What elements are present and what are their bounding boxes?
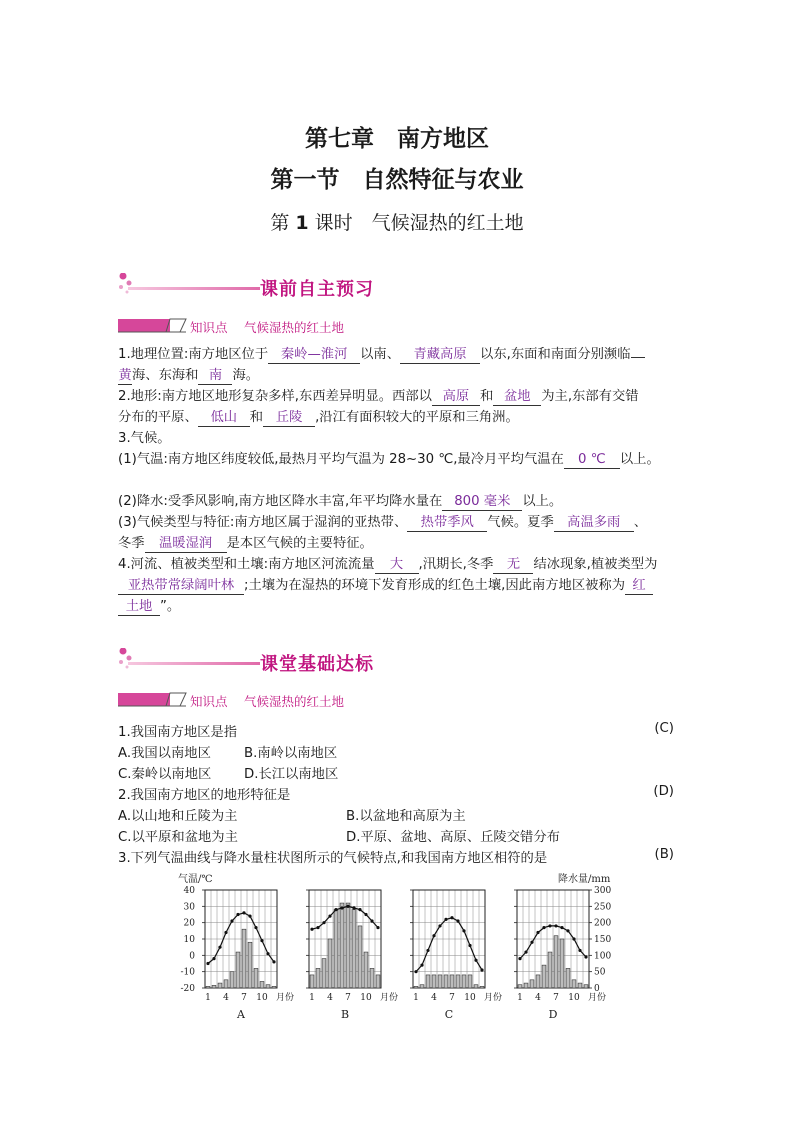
blank-line — [631, 357, 645, 358]
precipitation-bar — [236, 952, 240, 988]
lesson-suffix: 课时 气候湿热的红土地 — [314, 212, 524, 234]
tag-shape-icon — [118, 318, 188, 334]
temperature-point — [462, 929, 465, 932]
question-stem: 2.我国南方地区的地形特征是 — [118, 788, 291, 803]
temperature-point — [566, 929, 569, 932]
x-axis-suffix: 月份 — [588, 993, 607, 1003]
chart-panel-a — [202, 890, 294, 1021]
blank-answer: 红 — [625, 578, 653, 595]
chapter-title: 第七章 南方地区 — [305, 126, 489, 152]
temperature-point — [316, 926, 319, 929]
precipitation-bar — [554, 936, 558, 988]
temperature-point — [456, 919, 459, 922]
precipitation-bar — [224, 980, 228, 988]
blank-answer: 秦岭—淮河 — [268, 347, 360, 364]
section-header-classroom — [118, 648, 418, 678]
precipitation-bar — [548, 952, 552, 988]
rain-tick-label: 250 — [594, 902, 612, 913]
precipitation-bar — [358, 926, 362, 988]
temperature-point — [272, 960, 275, 963]
precipitation-bar — [468, 975, 472, 988]
precipitation-bar — [310, 975, 314, 988]
kp-topic: 气候湿热的红土地 — [244, 694, 345, 709]
precipitation-bar — [530, 980, 534, 988]
precipitation-bar — [370, 968, 374, 988]
precipitation-bar — [474, 985, 478, 988]
precipitation-bar — [518, 985, 522, 988]
temperature-point — [218, 946, 221, 949]
kp-tag: 知识点 — [190, 694, 228, 709]
temperature-point — [420, 964, 423, 967]
temperature-point — [206, 962, 209, 965]
blank-answer: 800 毫米 — [442, 494, 522, 511]
precipitation-bar — [536, 975, 540, 988]
question-answer: (B) — [654, 847, 674, 862]
preview-line-5: 3.气候。 — [118, 431, 171, 446]
temperature-point — [260, 939, 263, 942]
panel-label: A — [237, 1008, 245, 1021]
precipitation-bar — [322, 959, 326, 988]
precipitation-bar — [206, 986, 210, 988]
blank-answer: 高原 — [432, 389, 480, 406]
lesson-number: 1 — [295, 212, 309, 234]
option-d: D.平原、盆地、高原、丘陵交错分布 — [346, 830, 560, 845]
option-a: A.以山地和丘陵为主 — [118, 809, 238, 824]
preview-line-4: 分布的平原、 低山 和 丘陵 ,沿江有面积较大的平原和三角洲。 — [118, 410, 519, 425]
x-tick-label: 7 — [449, 993, 455, 1003]
section-label: 课前自主预习 — [260, 279, 374, 300]
temperature-point — [474, 959, 477, 962]
temperature-point — [346, 905, 349, 908]
preview-line-6: (1)气温:南方地区纬度较低,最热月平均气温为 28~30 ℃,最冷月平均气温在 0 ℃ 以上。 — [118, 452, 660, 467]
left-axis-label: 气温/℃ — [178, 874, 213, 885]
option-c: C.秦岭以南地区 — [118, 767, 212, 782]
precipitation-bar — [524, 983, 528, 988]
preview-line-12: 土地 ”。 — [118, 597, 678, 618]
preview-line-1: 1.地理位置:南方地区位于 秦岭—淮河 以南、 青藏高原 以东,东面和南面分别濒临 — [118, 345, 678, 366]
temperature-axis — [181, 886, 196, 994]
precipitation-bar — [272, 986, 276, 988]
temperature-point — [530, 941, 533, 944]
precipitation-bar — [542, 965, 546, 988]
precipitation-bar — [426, 975, 430, 988]
preview-line-9: 冬季 温暖湿润 是本区气候的主要特征。 — [118, 536, 373, 551]
blank-answer: 南 — [198, 368, 232, 385]
question-answer: (C) — [654, 721, 674, 736]
option-b: B.南岭以南地区 — [244, 746, 338, 761]
section-title: 第一节 自然特征与农业 — [270, 167, 524, 193]
section-label: 课堂基础达标 — [260, 654, 374, 675]
preview-line-10: 4.河流、植被类型和土壤:南方地区河流流量 大 ,汛期长,冬季 无 结冰现象,植被类型为 — [118, 557, 658, 572]
decorative-dots-icon — [118, 648, 263, 678]
question-stem: 1.我国南方地区是指 — [118, 725, 238, 740]
temperature-point — [254, 926, 257, 929]
blank-answer: 高温多雨 — [554, 515, 634, 532]
x-tick-label: 1 — [517, 993, 523, 1003]
temperature-point — [230, 919, 233, 922]
precipitation-bar — [328, 939, 332, 988]
chart-panel-b — [306, 890, 398, 1021]
option-b: B.以盆地和高原为主 — [346, 809, 466, 824]
temperature-point — [340, 906, 343, 909]
precipitation-bar — [444, 975, 448, 988]
precipitation-bar — [212, 985, 216, 988]
blank-answer: 青藏高原 — [400, 347, 480, 364]
climate-charts — [170, 870, 620, 1030]
preview-line-7: (2)降水:受季风影响,南方地区降水丰富,年平均降水量在 800 毫米 以上。 — [118, 494, 563, 509]
right-axis-label: 降水量/mm — [558, 874, 611, 885]
x-tick-label: 7 — [345, 993, 351, 1003]
temperature-point — [376, 926, 379, 929]
section-header-preview — [118, 273, 418, 303]
temperature-point — [334, 908, 337, 911]
precipitation-bar — [364, 952, 368, 988]
precipitation-bar — [316, 968, 320, 988]
x-tick-label: 10 — [568, 993, 580, 1003]
blank-answer: 土地 — [118, 599, 160, 616]
question-answer: (D) — [653, 784, 674, 799]
lesson-prefix: 第 — [270, 212, 290, 234]
blank-answer: 黄 — [118, 368, 132, 383]
lesson-title — [0, 208, 794, 235]
temperature-point — [212, 957, 215, 960]
precipitation-bar — [260, 981, 264, 988]
x-axis-suffix: 月份 — [380, 993, 399, 1003]
temperature-point — [414, 970, 417, 973]
precipitation-bar — [438, 975, 442, 988]
temperature-point — [584, 955, 587, 958]
chart-panels — [202, 890, 606, 1021]
temperature-point — [554, 924, 557, 927]
temperature-point — [450, 916, 453, 919]
temperature-point — [542, 926, 545, 929]
precipitation-bar — [254, 968, 258, 988]
temperature-point — [432, 934, 435, 937]
blank-answer: 低山 — [198, 410, 250, 427]
precipitation-bar — [432, 975, 436, 988]
option-c: C.以平原和盆地为主 — [118, 830, 238, 845]
temp-tick-label: -20 — [180, 984, 195, 994]
preview-line-3: 2.地形:南方地区地形复杂多样,东西差异明显。西部以 高原 和 盆地 为主,东部有交错 — [118, 389, 639, 404]
precipitation-bar — [456, 975, 460, 988]
precipitation-bar — [352, 910, 356, 988]
panel-label: D — [548, 1008, 558, 1021]
x-tick-label: 4 — [431, 993, 437, 1003]
precipitation-bar — [414, 986, 418, 988]
blank-answer: 热带季风 — [407, 515, 487, 532]
precipitation-bar — [560, 939, 564, 988]
temperature-point — [548, 924, 551, 927]
temperature-point — [572, 937, 575, 940]
x-tick-label: 1 — [413, 993, 419, 1003]
temperature-point — [358, 908, 361, 911]
x-tick-label: 4 — [223, 993, 229, 1003]
precipitation-bar — [376, 975, 380, 988]
temp-tick-label: 30 — [183, 902, 195, 913]
precipitation-bar — [450, 975, 454, 988]
blank-answer: 温暖湿润 — [145, 536, 227, 553]
temperature-point — [352, 906, 355, 909]
temp-tick-label: 20 — [183, 918, 195, 929]
x-tick-label: 10 — [360, 993, 372, 1003]
x-tick-label: 4 — [327, 993, 333, 1003]
x-axis-suffix: 月份 — [484, 993, 503, 1003]
temperature-point — [242, 911, 245, 914]
panel-label: B — [340, 1008, 350, 1021]
option-d: D.长江以南地区 — [244, 767, 339, 782]
kp-tag: 知识点 — [190, 320, 228, 335]
temperature-point — [518, 957, 521, 960]
temperature-point — [578, 949, 581, 952]
rain-tick-label: 100 — [594, 951, 612, 962]
temperature-point — [364, 913, 367, 916]
temp-tick-label: 40 — [183, 886, 195, 896]
temperature-point — [468, 944, 471, 947]
precipitation-bar — [480, 986, 484, 988]
decorative-dots-icon — [118, 273, 263, 303]
question-stem: 3.下列气温曲线与降水量柱状图所示的气候特点,和我国南方地区相符的是 — [118, 851, 548, 866]
rain-tick-label: 0 — [594, 984, 600, 994]
blank-answer: 盆地 — [493, 389, 541, 406]
option-a: A.我国以南地区 — [118, 746, 211, 761]
panel-label: C — [444, 1008, 454, 1021]
precipitation-bar — [248, 942, 252, 988]
x-tick-label: 1 — [309, 993, 315, 1003]
x-tick-label: 4 — [535, 993, 541, 1003]
precipitation-bar — [266, 985, 270, 988]
precipitation-bar — [218, 983, 222, 988]
temperature-point — [248, 915, 251, 918]
temp-tick-label: -10 — [180, 967, 195, 978]
temperature-point — [266, 952, 269, 955]
precipitation-bar — [572, 980, 576, 988]
temperature-point — [480, 968, 483, 971]
tag-shape-icon — [118, 692, 188, 708]
temperature-point — [370, 919, 373, 922]
temperature-point — [328, 915, 331, 918]
precipitation-bar — [420, 985, 424, 988]
temperature-point — [224, 931, 227, 934]
rain-tick-label: 300 — [594, 886, 612, 896]
temperature-point — [444, 918, 447, 921]
precipitation-bar — [230, 972, 234, 988]
preview-line-11: 亚热带常绿阔叶林 ;土壤为在湿热的环境下发育形成的红色土壤,因此南方地区被称为 红 — [118, 576, 678, 597]
x-tick-label: 7 — [553, 993, 559, 1003]
precipitation-bar — [340, 903, 344, 988]
rain-tick-label: 50 — [594, 967, 606, 978]
blank-answer: 大 — [375, 557, 419, 574]
preview-line-8: (3)气候类型与特征:南方地区属于湿润的亚热带、 热带季风 气候。夏季 高温多雨 、 — [118, 515, 648, 530]
blank-answer: 0 ℃ — [564, 452, 620, 469]
rain-tick-label: 150 — [594, 935, 612, 945]
precipitation-axis — [589, 886, 611, 994]
precipitation-bar — [242, 929, 246, 988]
blank-answer: 亚热带常绿阔叶林 — [118, 578, 244, 595]
temperature-point — [438, 924, 441, 927]
rain-tick-label: 200 — [594, 918, 612, 929]
temperature-point — [560, 926, 563, 929]
temperature-point — [310, 928, 313, 931]
question-2 — [0, 784, 794, 854]
x-tick-label: 10 — [256, 993, 268, 1003]
preview-line-2: 黄海、东海和 南 海。 — [118, 368, 260, 383]
kp-topic: 气候湿热的红土地 — [244, 320, 345, 335]
x-tick-label: 10 — [464, 993, 476, 1003]
temperature-point — [426, 949, 429, 952]
temperature-point — [524, 950, 527, 953]
precipitation-bar — [584, 985, 588, 988]
x-axis-suffix: 月份 — [276, 993, 295, 1003]
precipitation-bar — [334, 910, 338, 988]
precipitation-bar — [346, 903, 350, 988]
x-tick-label: 7 — [241, 993, 247, 1003]
precipitation-bar — [566, 968, 570, 988]
temperature-point — [322, 921, 325, 924]
blank-answer: 丘陵 — [263, 410, 315, 427]
question-3 — [0, 847, 794, 871]
blank-answer: 无 — [493, 557, 533, 574]
temperature-point — [236, 913, 239, 916]
precipitation-bar — [462, 975, 466, 988]
temperature-point — [536, 931, 539, 934]
x-tick-label: 1 — [205, 993, 211, 1003]
precipitation-bar — [578, 983, 582, 988]
chart-panel-d — [514, 890, 606, 1021]
chart-panel-c — [410, 890, 502, 1021]
temp-tick-label: 10 — [183, 935, 195, 945]
temp-tick-label: 0 — [189, 951, 195, 962]
